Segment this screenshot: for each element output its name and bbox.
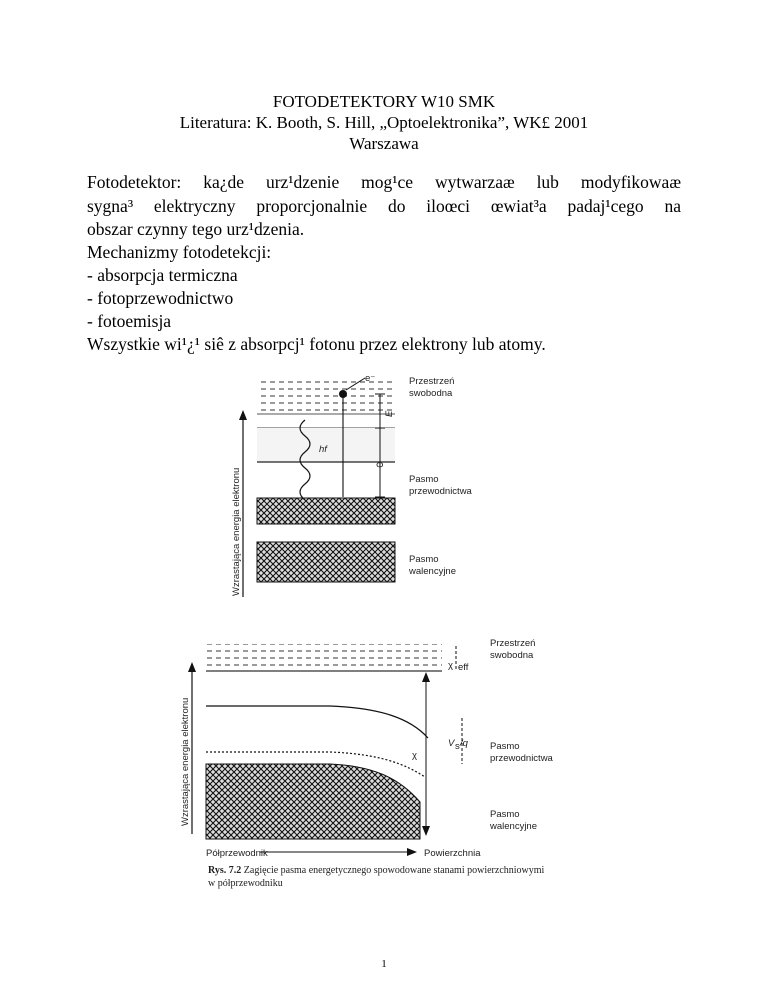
y-axis-label: Wzrastająca energia elektronu bbox=[180, 697, 191, 826]
mechanism-item: - fotoemisja bbox=[87, 311, 172, 331]
svg-text:swobodna: swobodna bbox=[409, 388, 453, 399]
valence-band-block bbox=[257, 542, 395, 582]
y-axis-label: Wzrastająca energia elektronu bbox=[231, 467, 242, 596]
energy-label: E bbox=[384, 410, 395, 417]
literature-line: Literatura: K. Booth, S. Hill, „Optoelektronika”, WK£ 2001 bbox=[179, 113, 589, 132]
page-number: 1 bbox=[381, 958, 387, 970]
conduction-band-block bbox=[257, 498, 395, 524]
electron-dot bbox=[339, 390, 347, 398]
electron-label: e⁻ bbox=[365, 373, 376, 384]
conduction-band-label: Pasmo bbox=[409, 474, 439, 485]
work-function-label: Φ bbox=[376, 460, 384, 471]
mechanisms-heading: Mechanizmy fotodetekcji: bbox=[87, 242, 272, 262]
figure-caption bbox=[208, 864, 544, 890]
svg-text:/q: /q bbox=[460, 738, 468, 749]
summary-line: Wszystkie wi¹¿¹ siê z absorpcj¹ fotonu przez elektrony lub atomy. bbox=[87, 334, 546, 354]
svg-text:przewodnictwa: przewodnictwa bbox=[490, 753, 553, 764]
figure-photoemission-diagram bbox=[225, 372, 525, 604]
conduction-band-label: Pasmo bbox=[490, 741, 520, 752]
figure-band-bending-diagram bbox=[180, 634, 580, 864]
doc-title: FOTODETEKTORY W10 SMK bbox=[272, 92, 496, 111]
free-space-label: Przestrzeń bbox=[490, 638, 536, 649]
surface-label: Powierzchnia bbox=[424, 848, 481, 859]
caption-number: Rys. 7.2 bbox=[208, 865, 242, 876]
svg-text:przewodnictwa: przewodnictwa bbox=[409, 486, 472, 497]
photon-label: hf bbox=[319, 444, 327, 455]
svg-text:eff: eff bbox=[458, 662, 469, 673]
mechanism-item: - absorpcja termiczna bbox=[87, 265, 238, 285]
para1-line1: Fotodetektor: ka¿de urz¹dzenie mog¹ce wytwarzaæ lub modyfikowaæ bbox=[87, 172, 681, 192]
vs-label: V bbox=[448, 738, 455, 749]
svg-text:s: s bbox=[455, 741, 460, 752]
caption-text-line2: w półprzewodniku bbox=[208, 878, 283, 889]
city-line: Warszawa bbox=[349, 134, 419, 153]
valence-band-label: Pasmo bbox=[490, 809, 520, 820]
chi-eff-label: χ bbox=[448, 660, 453, 671]
para1-line3: obszar czynny tego urz¹dzenia. bbox=[87, 219, 305, 239]
chi-label: χ bbox=[412, 750, 417, 761]
mechanism-item: - fotoprzewodnictwo bbox=[87, 288, 234, 308]
valence-band-block bbox=[206, 764, 420, 839]
para1-line2: sygna³ elektryczny proporcjonalnie do iloœci œwiat³a padaj¹cego na bbox=[87, 196, 681, 216]
free-space-region bbox=[206, 644, 442, 671]
semiconductor-label: Półprzewodnik bbox=[206, 848, 268, 859]
free-space-label: Przestrzeń bbox=[409, 376, 455, 387]
conduction-band-edge bbox=[206, 706, 428, 738]
svg-text:walencyjne: walencyjne bbox=[409, 566, 456, 577]
valence-band-label: Pasmo bbox=[409, 554, 439, 565]
svg-text:walencyjne: walencyjne bbox=[490, 821, 537, 832]
caption-text: Zagięcie pasma energetycznego spowodowane stanami powierzchniowymi bbox=[243, 865, 545, 876]
svg-text:swobodna: swobodna bbox=[490, 650, 534, 661]
